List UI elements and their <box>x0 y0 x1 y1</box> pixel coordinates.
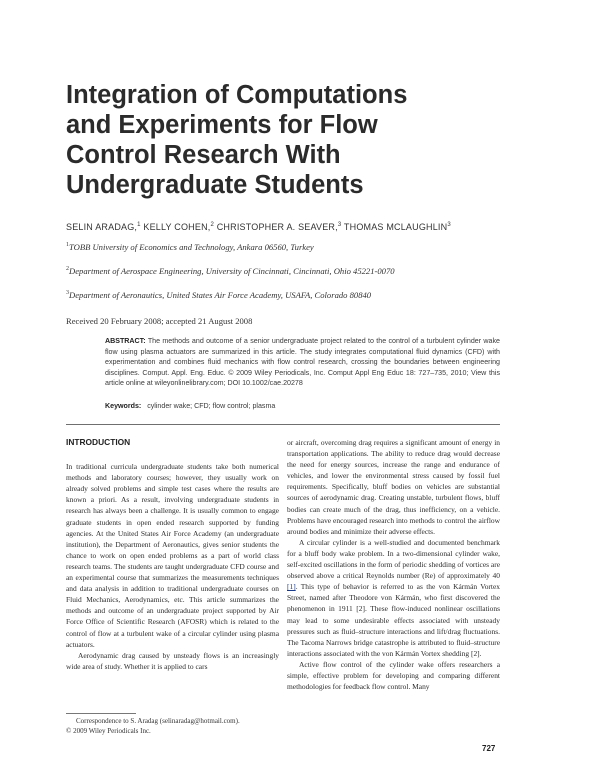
abstract-text: The methods and outcome of a senior undergraduate project related to the control of a turbulent cylinder wake flow using plasma actuators are summarized in this article. The study integrates computational fluid dynamics (CFD) with experimentation and combines fluid mechanics with flow control research, crossing the boundaries between engineering disciplines. <box>105 337 500 377</box>
keywords <box>105 402 275 410</box>
author-name: CHRISTOPHER A. SEAVER, <box>216 222 338 232</box>
affiliation-text: Department of Aeronautics, United States Air Force Academy, USAFA, Colorado 80840 <box>69 290 372 300</box>
author-affil-sup: 3 <box>447 222 451 228</box>
body-paragraph: Active flow control of the cylinder wake offers researchers a simple, effective problem for developing and comparing different methodologies for feedback flow control. Many <box>287 659 500 692</box>
footnote <box>66 716 286 736</box>
author-affil-sup: 3 <box>337 222 342 228</box>
affiliation <box>66 242 536 252</box>
section-divider <box>66 424 500 425</box>
affiliation-text: TOBB University of Economics and Technology, Ankara 06560, Turkey <box>69 242 314 252</box>
body-paragraph: In traditional curricula undergraduate students take both numerical methods and laboratory courses; however, they usually work on already solved problems and simple test cases where the results are known a priori. As a result, involving undergraduate students in research has always been a challenge. It is usually common to engage graduate students in open ended research supported by funding agencies. At the United States Air Force Academy (an undergraduate institution), the Department of Aeronautics, gives senior students the chance to work on open ended problems as a part of world class research teams. The students are taught undergraduate CFD course and an experimental course that summarizes the measurements techniques and data analysis in addition to traditional undergraduate courses on Fluid Mechanics, Aerodynamics, etc. This article summarizes the methods and outcome of an undergraduate project supported by Air Force Office of Scientific Research (AFOSR) which is related to the control of flow at a turbulent wake of a circular cylinder using plasma actuators. <box>66 462 279 649</box>
body-paragraph: or aircraft, overcoming drag requires a significant amount of energy in transportation applications. The ability to reduce drag would decrease the need for energy sources, increase the range and endurance of vehicles, and lower the environmental stress caused by fossil fuel requirements. Specifically, bluff bodies on vehicles are substantial sources of aerodynamic drag. Creating unstable, turbulent flows, bluff bodies can create much of the drag, thus inefficiency, on a vehicle. Problems have encouraged research into methods to control the airflow around bodies and minimize their adverse effects. <box>287 438 500 536</box>
body-paragraph <box>287 537 500 659</box>
title-line: Integration of Computations <box>66 81 408 109</box>
title-line: Control Research With <box>66 141 341 169</box>
author-name: SELIN ARADAG, <box>66 222 138 232</box>
author-affil-sup: 1 <box>137 222 141 228</box>
keywords-text: cylinder wake; CFD; flow control; plasma <box>147 402 276 410</box>
affiliation <box>66 290 536 300</box>
footnote-copyright: © 2009 Wiley Periodicals Inc. <box>66 727 151 735</box>
title-line: and Experiments for Flow <box>66 111 378 139</box>
abstract <box>105 336 500 389</box>
title-line: Undergraduate Students <box>66 171 364 199</box>
paragraph-text: A circular cylinder is a well-studied and documented benchmark for a bluff body wake problem. In a two-dimensional cylinder wake, self-excited oscillations in the form of periodic shedding of vortices are observed above a critical Reynolds number (Re) of approximately 40 <box>287 537 500 581</box>
article-title <box>66 80 536 200</box>
reference-link[interactable]: [1] <box>287 582 296 592</box>
footnote-correspondence: Correspondence to S. Aradag (selinaradag@hotmail.com). <box>76 717 240 725</box>
affiliation-sup: 2 <box>66 266 69 273</box>
affiliation <box>66 266 536 276</box>
abstract-citation: Comput. Appl. Eng. Educ. © 2009 Wiley Periodicals, Inc. Comput Appl Eng Educ 18: 727–735, 2010; View this article online at wileyonlinelibrary.com; DOI 10.1002/cae.20278 <box>105 368 500 388</box>
section-heading: INTRODUCTION <box>66 437 131 447</box>
author-affil-sup: 2 <box>210 222 215 228</box>
footnote-divider <box>66 713 136 714</box>
affiliation-text: Department of Aerospace Engineering, University of Cincinnati, Cincinnati, Ohio 45221-0070 <box>69 266 395 276</box>
author-name: KELLY COHEN, <box>143 222 211 232</box>
affiliation-sup: 1 <box>66 242 69 249</box>
keywords-label: Keywords: <box>105 402 142 410</box>
abstract-label: ABSTRACT: <box>105 337 146 345</box>
author-list <box>66 222 536 232</box>
affiliation-sup: 3 <box>66 290 69 297</box>
body-paragraph: Aerodynamic drag caused by unsteady flows is an increasingly wide area of study. Whether it is applied to cars <box>66 650 279 671</box>
left-column <box>66 437 279 672</box>
received-dates: Received 20 February 2008; accepted 21 August 2008 <box>66 316 253 326</box>
right-column <box>287 437 500 692</box>
page-number: 727 <box>482 744 496 753</box>
author-name: THOMAS MCLAUGHLIN <box>343 222 448 232</box>
paragraph-text: . This type of behavior is referred to as the von Kármán Vortex Street, named after Theodore von Kármán, who first discovered the phenomenon in 1911 [2]. These flow-induced nonlinear oscillations may lead to some undesirable effects associated with unsteady pressures such as fluid–structure interactions and lift/drag fluctuations. The Tacoma Narrows bridge catastrophe is attributed to fluid–structure interactions associated with the von Kármán Vortex shedding [2]. <box>287 582 500 658</box>
